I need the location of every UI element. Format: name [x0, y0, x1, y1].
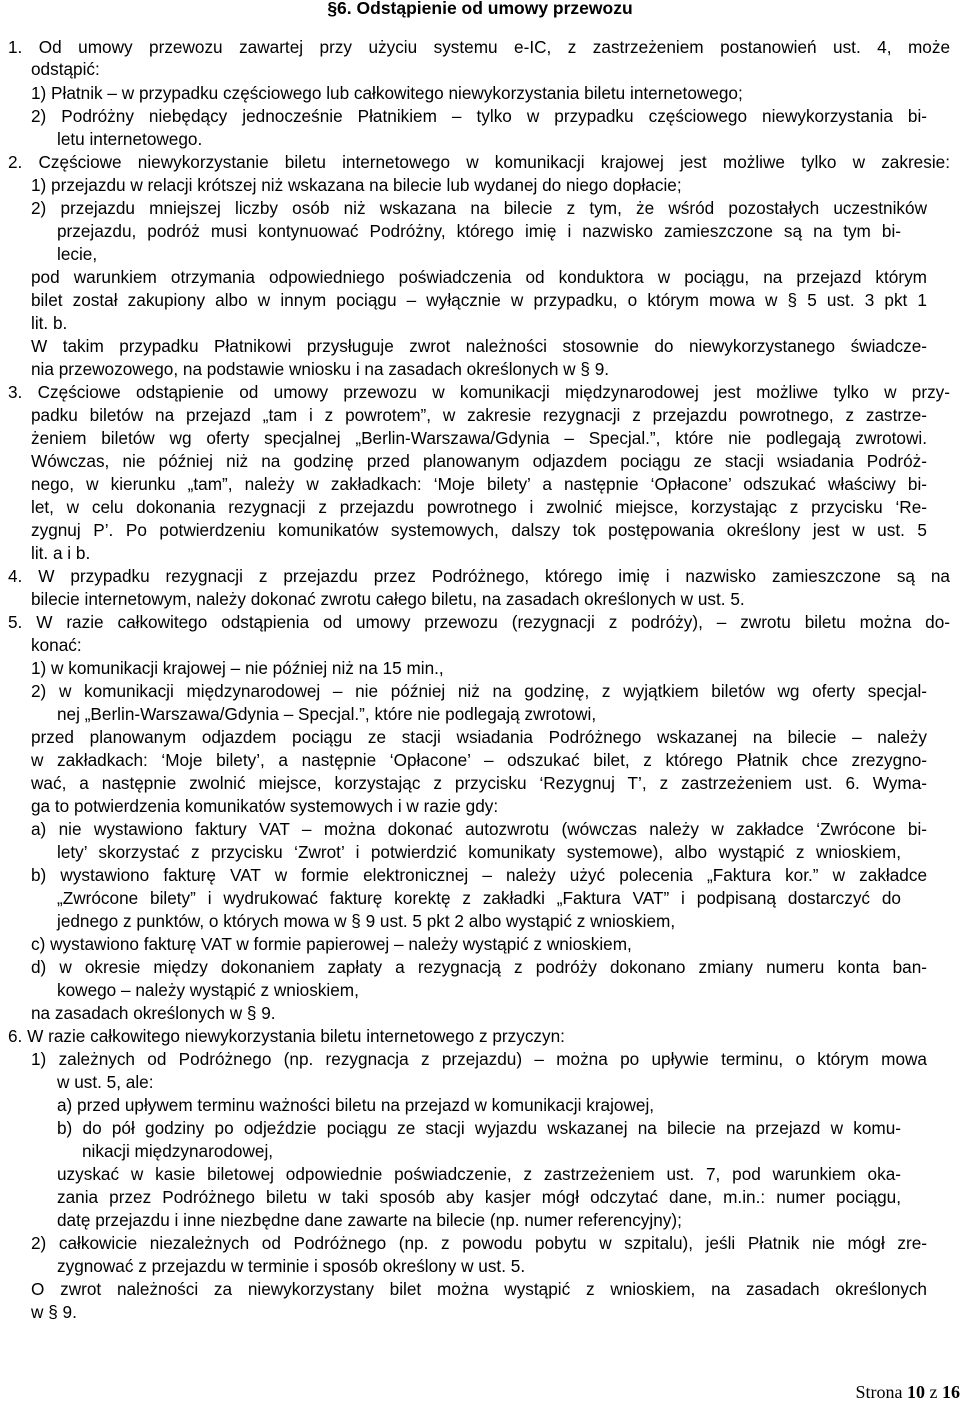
text-line: jednego z punktów, o których mowa w § 9 ust. 5 pkt 2 albo wystąpić z wnioskiem,	[57, 910, 675, 932]
text-line: w zakładkach: ‘Moje bilety’, a następnie ‘Opłacone’ – odszukać bilet, z którego Płatnik chce zrezygno-	[31, 749, 927, 771]
text-line: na zasadach określonych w § 9.	[31, 1002, 276, 1024]
text-line: a) przed upływem terminu ważności biletu na przejazd w komunikacji krajowej,	[57, 1094, 654, 1116]
text-line: 1) w komunikacji krajowej – nie później niż na 15 min.,	[31, 657, 444, 679]
text-line: konać:	[31, 634, 82, 656]
text-line: O zwrot należności za niewykorzystany bilet można wystąpić z wnioskiem, na zasadach określonych	[31, 1278, 927, 1300]
text-line: 1) przejazdu w relacji krótszej niż wskazana na bilecie lub wydanej do niego dopłacie;	[31, 174, 682, 196]
text-line: odstąpić:	[31, 58, 100, 80]
text-line: przed planowanym odjazdem pociągu ze stacji wsiadania Podróżnego wskazanej na bilecie – należy	[31, 726, 927, 748]
text-line: zygnuj P’. Po potwierdzeniu komunikatów systemowych, dalszy tok postępowania określony jest w ust. 5	[31, 519, 927, 541]
text-line: 1. Od umowy przewozu zawartej przy użyciu systemu e-IC, z zastrzeżeniem postanowień ust. 4, może	[8, 36, 950, 58]
text-line: a) nie wystawiono faktury VAT – można dokonać autozwrotu (wówczas należy w zakładce ‘Zwrócone bi-	[31, 818, 927, 840]
text-line: w ust. 5, ale:	[57, 1071, 154, 1093]
text-line: b) do pół godziny po odjeździe pociągu ze stacji wyjazdu wskazanej na bilecie na przejazd w komu-	[57, 1117, 901, 1139]
text-line: nia przewozowego, na podstawie wniosku i na zasadach określonych w § 9.	[31, 358, 609, 380]
text-line: 5. W razie całkowitego odstąpienia od umowy przewozu (rezygnacji z podróży), – zwrotu biletu można do-	[8, 611, 950, 633]
page-footer	[856, 1381, 960, 1403]
text-line: „Zwrócone bilety” i wydrukować fakturę korektę z zakładki „Faktura VAT” i podpisaną dostarczyć do	[57, 887, 901, 909]
text-line: W takim przypadku Płatnikowi przysługuje zwrot należności stosownie do niewykorzystanego świadcze-	[31, 335, 927, 357]
text-line: 2. Częściowe niewykorzystanie biletu internetowego w komunikacji krajowej jest możliwe tylko w zakresie:	[8, 151, 950, 173]
text-line: 6. W razie całkowitego niewykorzystania biletu internetowego z przyczyn:	[8, 1025, 565, 1047]
text-line: 2) Podróżny niebędący jednocześnie Płatnikiem – tylko w przypadku częściowego niewykorzystania bi-	[31, 105, 927, 127]
text-line: lety’ skorzystać z przycisku ‘Zwrot’ i potwierdzić komunikaty systemowe), albo wystąpić z wnioskiem,	[57, 841, 901, 863]
text-line: nikacji międzynarodowej,	[82, 1140, 273, 1162]
text-line: 1) zależnych od Podróżnego (np. rezygnacja z przejazdu) – można po upływie terminu, o którym mowa	[31, 1048, 927, 1070]
text-line: 2) w komunikacji międzynarodowej – nie później niż na godzinę, z wyjątkiem biletów wg oferty specjal-	[31, 680, 927, 702]
text-line: zygnować z przejazdu w terminie i sposób określony w ust. 5.	[57, 1255, 525, 1277]
text-line: wać, a następnie zwolnić miejsce, korzystając z przycisku ‘Rezygnuj T’, z zastrzeżeniem ust. 6. Wyma-	[31, 772, 927, 794]
text-line: ga to potwierdzenia komunikatów systemowych i w razie gdy:	[31, 795, 498, 817]
text-line: nego, w kierunku „tam”, należy w zakładkach: ‘Moje bilety’ a następnie ‘Opłacone’ odszukać właściwy bi-	[31, 473, 927, 495]
text-line: d) w okresie między dokonaniem zapłaty a rezygnacją z podróży dokonano zmiany numeru konta ban-	[31, 956, 927, 978]
text-line: w § 9.	[31, 1301, 77, 1323]
text-line: lecie,	[57, 243, 97, 265]
text-line: 2) całkowicie niezależnych od Podróżnego (np. z powodu pobytu w szpitalu), jeśli Płatnik nie mógł zre-	[31, 1232, 927, 1254]
text-line: letu internetowego.	[57, 128, 202, 150]
footer-total-pages: 16	[942, 1382, 960, 1402]
text-line: kowego – należy wystąpić z wnioskiem,	[57, 979, 359, 1001]
text-line: żeniem biletów wg oferty specjalnej „Berlin-Warszawa/Gdynia – Specjal.”, które nie podlegają zwrotowi.	[31, 427, 927, 449]
text-line: 3. Częściowe odstąpienie od umowy przewozu w komunikacji międzynarodowej jest możliwe tylko w przy-	[8, 381, 950, 403]
text-line: pod warunkiem otrzymania odpowiedniego poświadczenia od konduktora w pociągu, na przejazd którym	[31, 266, 927, 288]
text-line: Wówczas, nie później niż na godzinę przed planowanym odjazdem pociągu ze stacji wsiadania Podróż-	[31, 450, 927, 472]
text-line: b) wystawiono fakturę VAT w formie elektronicznej – należy użyć polecenia „Faktura kor.” w zakładce	[31, 864, 927, 886]
section-heading: §6. Odstąpienie od umowy przewozu	[0, 0, 960, 19]
text-line: padku biletów na przejazd „tam i z powrotem”, w zakresie rezygnacji z przejazdu powrotnego, z zastrze-	[31, 404, 927, 426]
text-line: c) wystawiono fakturę VAT w formie papierowej – należy wystąpić z wnioskiem,	[31, 933, 632, 955]
text-line: let, w celu dokonania rezygnacji z przejazdu powrotnego i zwolnić miejsce, korzystając z przycisku ‘Re-	[31, 496, 927, 518]
text-line: lit. a i b.	[31, 542, 90, 564]
text-line: nej „Berlin-Warszawa/Gdynia – Specjal.”, które nie podlegają zwrotowi,	[57, 703, 596, 725]
text-line: bilecie internetowym, należy dokonać zwrotu całego biletu, na zasadach określonych w ust. 5.	[31, 588, 745, 610]
text-line: 1) Płatnik – w przypadku częściowego lub całkowitego niewykorzystania biletu internetowego;	[31, 82, 743, 104]
footer-page-number: 10	[907, 1382, 925, 1402]
text-line: 2) przejazdu mniejszej liczby osób niż wskazana na bilecie z tym, że wśród pozostałych uczestników	[31, 197, 927, 219]
text-line: 4. W przypadku rezygnacji z przejazdu przez Podróżnego, którego imię i nazwisko zamieszczone są na	[8, 565, 950, 587]
text-line: zania przez Podróżnego biletu w taki sposób aby kasjer mógł odczytać dane, m.in.: numer pociągu,	[57, 1186, 901, 1208]
text-line: lit. b.	[31, 312, 67, 334]
text-line: uzyskać w kasie biletowej odpowiednie poświadczenie, z zastrzeżeniem ust. 7, pod warunkiem oka-	[57, 1163, 901, 1185]
footer-separator: z	[925, 1382, 942, 1402]
text-line: datę przejazdu i inne niezbędne dane zawarte na bilecie (np. numer referencyjny);	[57, 1209, 682, 1231]
text-line: bilet został zakupiony albo w innym pociągu – wyłącznie w przypadku, o którym mowa w § 5 ust. 3 pkt 1	[31, 289, 927, 311]
text-line: przejazdu, podróż musi kontynuować Podróżny, którego imię i nazwisko zamieszczone są na tym bi-	[57, 220, 901, 242]
footer-prefix: Strona	[856, 1382, 908, 1402]
